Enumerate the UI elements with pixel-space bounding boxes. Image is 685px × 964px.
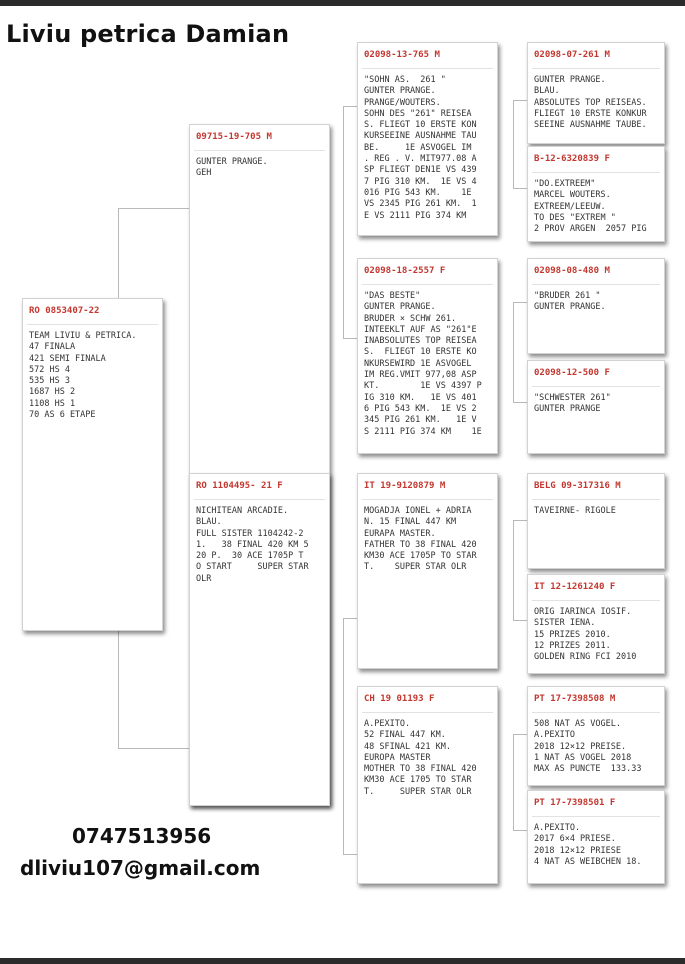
note-line: 15 PRIZES 2010. (534, 629, 611, 640)
note-line: IM REG.VMIT 977,08 ASP (364, 370, 477, 381)
ring-number: 02098-08-480 M (534, 266, 610, 276)
note-line: GUNTER PRANGE. (364, 302, 436, 313)
pigeon-card-ds-dam (527, 574, 665, 674)
pigeon-notes (528, 601, 664, 663)
ring-number: CH 19 01193 F (364, 694, 435, 704)
note-line: 2018 12×12 PREISE. (534, 741, 627, 752)
note-line: S 2111 PIG 374 KM 1E (364, 426, 482, 437)
note-line: KT. 1E VS 4397 P (364, 381, 482, 392)
note-line: 421 SEMI FINALA (29, 353, 106, 364)
note-line: 016 PIG 543 KM. 1E (364, 187, 472, 198)
connector-sire-branch (343, 106, 344, 338)
note-line: 1. 38 FINAL 420 KM 5 (196, 539, 309, 550)
pigeon-card-sd-dam (527, 360, 665, 454)
ring-number: 02098-07-261 M (534, 50, 610, 60)
pigeon-card-sire-dam (357, 258, 498, 454)
note-line: N. 15 FINAL 447 KM (364, 517, 457, 528)
connector-gen3-branch (513, 734, 527, 735)
pigeon-notes (528, 500, 664, 517)
pigeon-card-dd-sire (527, 686, 665, 786)
note-line: 535 HS 3 (29, 376, 70, 387)
pigeon-notes (23, 325, 162, 421)
connector-gen3-branch (513, 402, 527, 403)
pigeon-notes (528, 713, 664, 775)
note-line: . REG . V. MIT977.08 A (364, 154, 477, 165)
note-line: KURSEEINE AUSNAHME TAU (364, 131, 477, 142)
note-line: GUNTER PRANGE. (534, 302, 606, 313)
connector-to-dam (118, 748, 190, 749)
pigeon-notes (358, 69, 497, 222)
note-line: BE. 1E ASVOGEL IM (364, 142, 472, 153)
pigeon-notes (358, 500, 497, 574)
ring-number: RO 1104495- 21 F (196, 481, 283, 491)
note-line: GOLDEN RING FCI 2010 (534, 652, 637, 663)
ring-number: RO 0853407-22 (29, 306, 100, 316)
note-line: TO DES "EXTREM " (534, 212, 616, 223)
connector-gen3-branch (513, 734, 514, 830)
bottom-bar (0, 958, 685, 964)
note-line: "DO.EXTREEM" (534, 179, 596, 189)
note-line: ABSOLUTES TOP REISEAS. (534, 97, 647, 108)
pigeon-notes (528, 817, 664, 868)
note-line: VS 2345 PIG 261 KM. 1 (364, 199, 477, 210)
note-line: FULL SISTER 1104242-2 (196, 528, 304, 539)
pigeon-notes (190, 151, 329, 180)
pigeon-card-dam-sire (357, 473, 498, 669)
ring-number: PT 17-7398501 F (534, 798, 616, 808)
connector-subject-trunk (118, 630, 119, 748)
note-line: 1108 HS 1 (29, 398, 76, 409)
note-line: PRANGE/WOUTERS. (364, 97, 441, 108)
note-line: FLIEGT 10 ERSTE KONKUR (534, 108, 647, 119)
connector-gen3-branch (513, 188, 527, 189)
note-line: "SOHN AS. 261 " (364, 75, 446, 85)
note-line: 47 FINALA (29, 342, 76, 353)
note-line: S. FLIEGT 10 ERSTE KON (364, 120, 477, 131)
contact-email: dliviu107@gmail.com (20, 856, 261, 880)
note-line: FATHER TO 38 FINAL 420 (364, 539, 477, 550)
note-line: MOTHER TO 38 FINAL 420 (364, 764, 477, 775)
pigeon-notes (358, 713, 497, 798)
note-line: NKURSEWIRD 1E ASVOGEL (364, 358, 472, 369)
connector-gen3-branch (513, 620, 527, 621)
ring-number: 02098-12-500 F (534, 368, 610, 378)
ring-number: IT 12-1261240 F (534, 582, 616, 592)
pigeon-card-sire-sire (357, 42, 498, 236)
note-line: GUNTER PRANGE. (534, 75, 606, 85)
note-line: SISTER IENA. (534, 618, 596, 629)
note-line: EUROPA MASTER (364, 752, 431, 763)
connector-to-sire (118, 208, 190, 209)
connector-subject-trunk (118, 208, 119, 300)
connector-gen3-branch (513, 302, 514, 402)
note-line: 1 NAT AS VOGEL 2018 (534, 752, 632, 763)
note-line: 508 NAT AS VOGEL. (534, 719, 621, 729)
note-line: 12 PRIZES 2011. (534, 640, 611, 651)
pigeon-notes (358, 285, 497, 438)
note-line: O START SUPER STAR (196, 562, 309, 573)
note-line: BRUDER × SCHW 261. (364, 313, 457, 324)
note-line: "BRUDER 261 " (534, 291, 601, 301)
note-line: 1687 HS 2 (29, 387, 76, 398)
note-line: GUNTER PRANGE. (196, 157, 268, 167)
ring-number: B-12-6320839 F (534, 154, 610, 164)
note-line: A.PEXITO (534, 730, 575, 741)
note-line: 7 PIG 310 KM. 1E VS 4 (364, 176, 477, 187)
note-line: OLR (196, 573, 212, 584)
note-line: 70 AS 6 ETAPE (29, 410, 96, 421)
note-line: GUNTER PRANGE. (364, 86, 436, 97)
ring-number: IT 19-9120879 M (364, 481, 446, 491)
pigeon-notes (528, 69, 664, 131)
note-line: 2018 12×12 PRIESE (534, 845, 621, 856)
connector-sire-branch (343, 106, 357, 107)
ring-number: 09715-19-705 M (196, 132, 272, 142)
pigeon-card-ds-sire (527, 473, 665, 569)
note-line: 20 P. 30 ACE 1705P T (196, 551, 304, 562)
pigeon-card-dd-dam (527, 790, 665, 884)
pigeon-notes (528, 387, 664, 416)
note-line: EURAPA MASTER. (364, 528, 436, 539)
note-line: SOHN DES "261" REISEA (364, 108, 472, 119)
connector-dam-branch (343, 854, 357, 855)
note-line: MOGADJA IONEL + ADRIA (364, 506, 472, 516)
connector-dam-branch (343, 618, 357, 619)
note-line: TAVEIRNE- RIGOLE (534, 506, 616, 516)
pigeon-notes (528, 173, 664, 235)
pigeon-card-dam-dam (357, 686, 498, 884)
note-line: E VS 2111 PIG 374 KM (364, 210, 467, 221)
note-line: ORIG IARINCA IOSIF. (534, 607, 632, 617)
contact-phone: 0747513956 (72, 824, 212, 848)
note-line: A.PEXITO. (364, 719, 411, 729)
connector-gen3-branch (513, 830, 527, 831)
note-line: SEEINE AUSNAHME TAUBE. (534, 120, 647, 131)
pigeon-card-ss-dam (527, 146, 665, 242)
note-line: GUNTER PRANGE (534, 404, 601, 415)
note-line: S. FLIEGT 10 ERSTE KO (364, 347, 477, 358)
connector-gen3-branch (513, 302, 527, 303)
note-line: NICHITEAN ARCADIE. (196, 506, 289, 516)
connector-gen3-branch (513, 100, 527, 101)
ring-number: BELG 09-317316 M (534, 481, 621, 491)
note-line: 345 PIG 261 KM. 1E V (364, 415, 477, 426)
note-line: MAX AS PUNCTE 133.33 (534, 764, 642, 775)
note-line: T. SUPER STAR OLR (364, 562, 467, 573)
note-line: 4 NAT AS WEIBCHEN 18. (534, 856, 642, 867)
note-line: MARCEL WOUTERS. (534, 190, 611, 201)
note-line: A.PEXITO. (534, 823, 581, 833)
note-line: BLAU. (196, 517, 222, 528)
ring-number: PT 17-7398508 M (534, 694, 616, 704)
note-line: GEH (196, 168, 212, 179)
note-line: 572 HS 4 (29, 364, 70, 375)
note-line: 48 SFINAL 421 KM. (364, 741, 451, 752)
note-line: KM30 ACE 1705P TO STAR (364, 551, 477, 562)
pigeon-card-sd-sire (527, 258, 665, 354)
pigeon-card-subject (22, 298, 163, 631)
note-line: 6 PIG 543 KM. 1E VS 2 (364, 403, 477, 414)
note-line: BLAU. (534, 86, 560, 97)
note-line: EXTREEM/LEEUW. (534, 201, 606, 212)
top-bar (0, 0, 685, 6)
note-line: "DAS BESTE" (364, 291, 421, 301)
note-line: KM30 ACE 1705 TO STAR (364, 775, 472, 786)
connector-gen3-branch (513, 100, 514, 188)
ring-number: 02098-18-2557 F (364, 266, 446, 276)
note-line: IG 310 KM. 1E VS 401 (364, 392, 477, 403)
note-line: T. SUPER STAR OLR (364, 786, 472, 797)
connector-gen3-branch (513, 520, 514, 620)
pigeon-card-dam (189, 473, 330, 806)
note-line: 2017 6×4 PRIESE. (534, 834, 616, 845)
connector-dam-branch (343, 618, 344, 854)
note-line: 2 PROV ARGEN 2057 PIG (534, 224, 647, 235)
note-line: "SCHWESTER 261" (534, 393, 611, 403)
note-line: SP FLIEGT DEN1E VS 439 (364, 165, 477, 176)
connector-sire-branch (343, 338, 357, 339)
pigeon-card-ss-sire (527, 42, 665, 144)
note-line: INABSOLUTES TOP REISEA (364, 336, 477, 347)
page-title: Liviu petrica Damian (6, 20, 290, 48)
note-line: 52 FINAL 447 KM. (364, 730, 446, 741)
ring-number: 02098-13-765 M (364, 50, 440, 60)
pigeon-notes (528, 285, 664, 314)
connector-gen3-branch (513, 520, 527, 521)
pigeon-notes (190, 500, 329, 585)
note-line: INTEEKLT AUF AS "261"E (364, 324, 477, 335)
note-line: TEAM LIVIU & PETRICA. (29, 331, 137, 341)
